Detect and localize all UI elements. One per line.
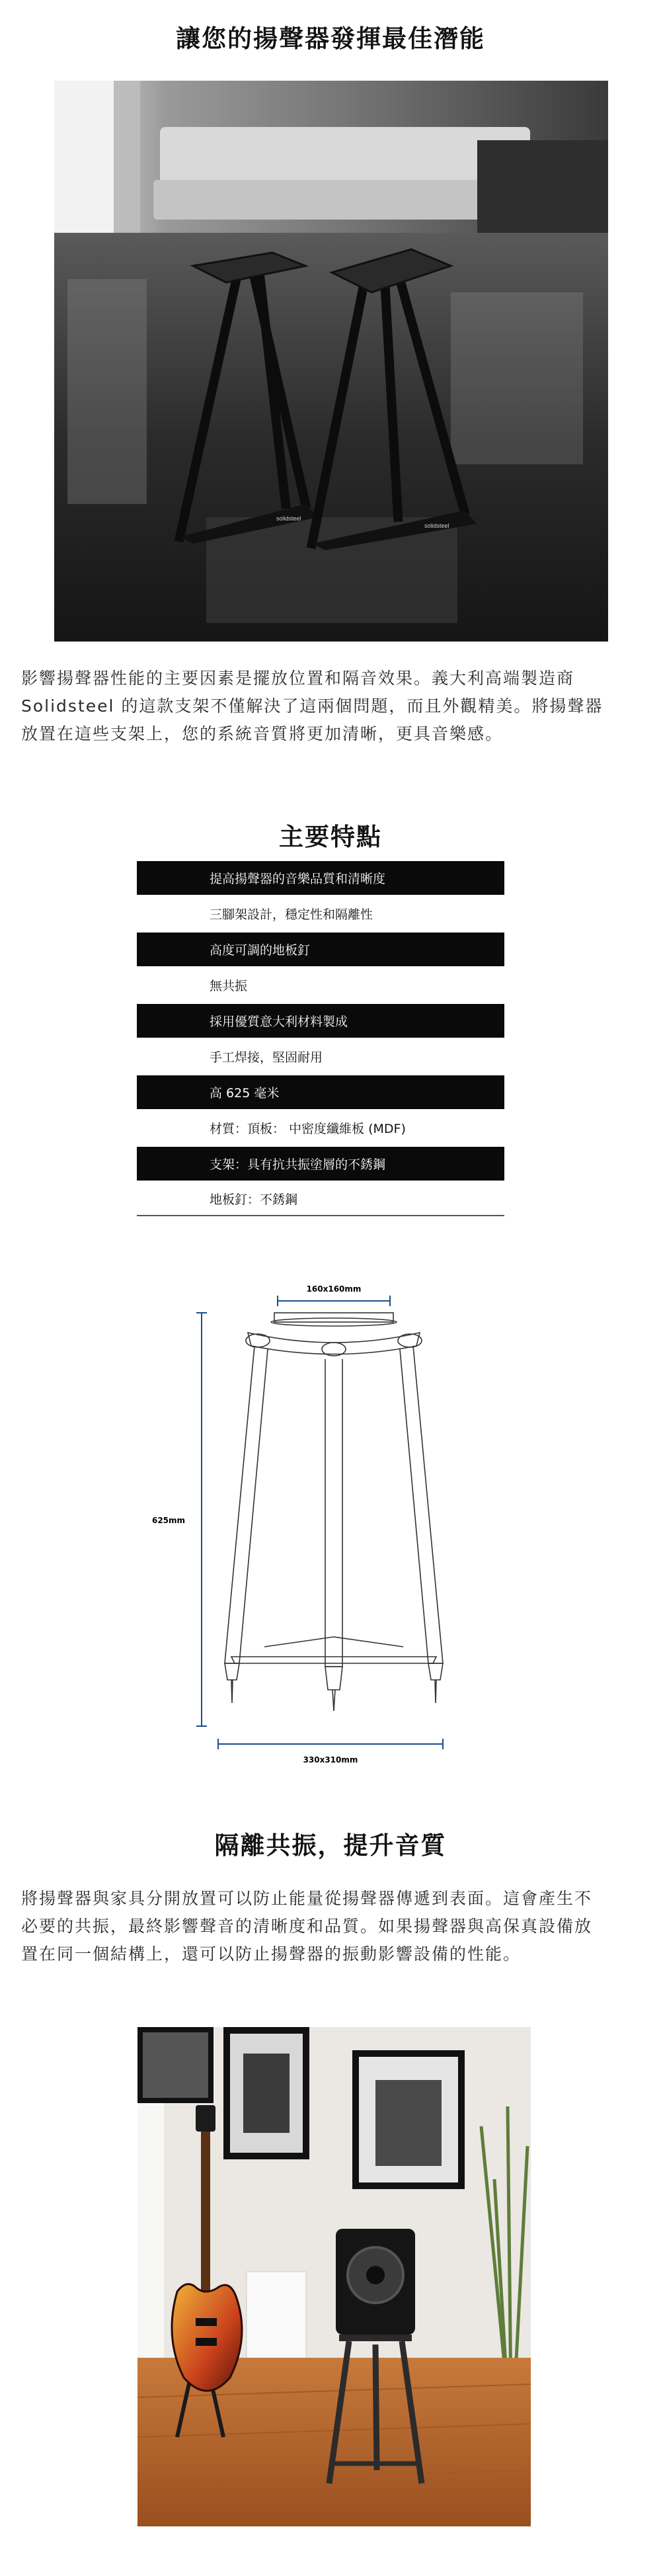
intro-paragraph: [21, 665, 642, 748]
isolation-line-1: 將揚聲器與家具分開放置可以防止能量從揚聲器傳遞到表面。這會產生不: [21, 1889, 593, 1908]
features-title: 主要特點: [279, 823, 382, 851]
section-title-isolation: 隔離共振，提升音質: [214, 1831, 447, 1860]
features-table: [137, 861, 504, 1218]
stand-logo-left: solidsteel: [276, 515, 301, 522]
feature-row: 三腳架設計，穩定性和隔離性: [137, 897, 504, 931]
intro-line-3: 放置在這些支架上，您的系統音質將更加清晰，更具音樂感。: [21, 724, 504, 743]
feature-row: 地板釘：不銹鋼: [137, 1183, 504, 1216]
feature-row: 高 625 毫米: [137, 1075, 504, 1109]
feature-row: 無共振: [137, 968, 504, 1002]
feature-row: 採用優質意大利材料製成: [137, 1004, 504, 1038]
feature-row: 材質：頂板： 中密度纖維板 (MDF): [137, 1111, 504, 1145]
feature-row: 手工焊接，堅固耐用: [137, 1040, 504, 1073]
intro-line-2: Solidsteel 的這款支架不僅解決了這兩個問題，而且外觀精美。將揚聲器: [21, 696, 603, 716]
feature-row: 高度可調的地板釘: [137, 933, 504, 966]
isolation-line-3: 置在同一個結構上，還可以防止揚聲器的振動影響設備的性能。: [21, 1944, 522, 1964]
section-title-main: 讓您的揚聲器發揮最佳潛能: [176, 24, 485, 53]
feature-row: 支架：具有抗共振塗層的不銹鋼: [137, 1147, 504, 1181]
stands-photo: [54, 81, 608, 642]
intro-line-1: 影響揚聲器性能的主要因素是擺放位置和隔音效果。義大利高端製造商: [21, 669, 575, 688]
room-photo-illustration: [137, 2027, 531, 2526]
dimension-diagram: [132, 1267, 529, 1782]
top-dimension-label: 160x160mm: [306, 1284, 362, 1294]
isolation-line-2: 必要的共振，最終影響聲音的清晰度和品質。如果揚聲器與高保真設備放: [21, 1917, 593, 1936]
isolation-paragraph: [21, 1885, 649, 1968]
room-photo: [137, 2027, 531, 2526]
height-dimension-label: 625mm: [151, 1516, 186, 1525]
stands-photo-illustration: [54, 81, 608, 642]
base-dimension-label: 330x310mm: [303, 1755, 358, 1765]
stand-logo-right: solidsteel: [424, 522, 449, 529]
feature-row: 提高揚聲器的音樂品質和清晰度: [137, 861, 504, 895]
stand-line-drawing: [132, 1267, 529, 1782]
